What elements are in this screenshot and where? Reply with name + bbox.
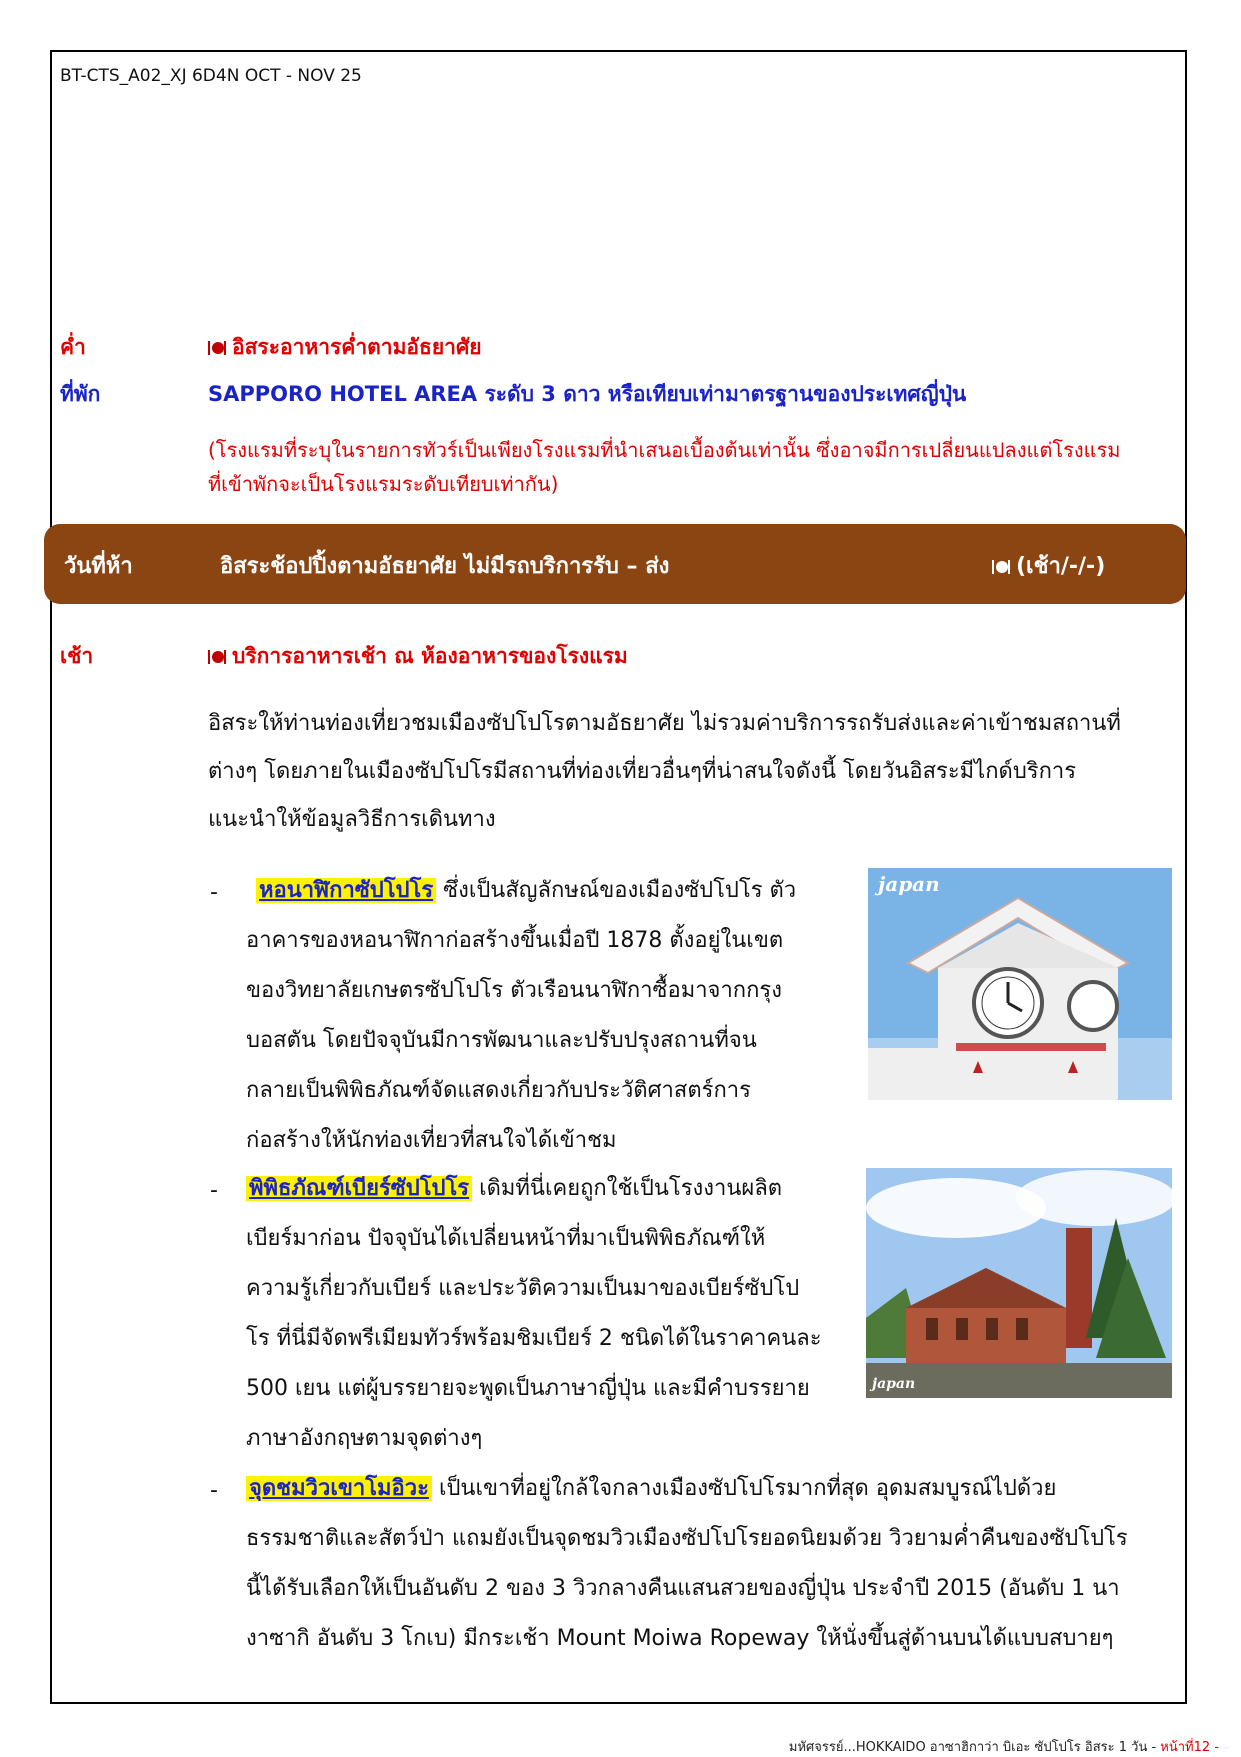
hotel-note bbox=[208, 433, 1183, 501]
day-title: อิสระช้อปปิ้งตามอัธยาศัย ไม่มีรถบริการรับ – ส่ง bbox=[220, 554, 670, 579]
attraction-line: ภาษาอังกฤษตามจุดต่างๆ bbox=[246, 1426, 483, 1451]
hotel-label: ที่พัก bbox=[60, 382, 101, 406]
attraction-line: ธรรมชาติและสัตว์ป่า แถมยังเป็นจุดชมวิวเมืองซัปโปโรยอดนิยมด้วย วิวยามค่ำคืนของซัปโปโร bbox=[246, 1526, 1128, 1551]
footer-text: มหัศจรรย์...HOKKAIDO อาซาฮิกาว่า บิเอะ ซัปโปโร อิสระ 1 วัน - bbox=[788, 1740, 1157, 1755]
attraction-line: เดิมที่นี่เคยถูกใช้เป็นโรงงานผลิต bbox=[479, 1176, 783, 1201]
bullet-dash: - bbox=[210, 1178, 218, 1203]
attraction-line: บอสตัน โดยปัจจุบันมีการพัฒนาและปรับปรุงสถานที่จน bbox=[246, 1028, 757, 1053]
attraction-line: นี้ได้รับเลือกให้เป็นอันดับ 2 ของ 3 วิวกลางคืนแสนสวยของญี่ปุ่น ประจำปี 2015 (อันดับ 1 นา bbox=[246, 1576, 1120, 1601]
attraction-line: งาซากิ อันดับ 3 โกเบ) มีกระเช้า Mount Moiwa Ropeway ให้นั่งขึ้นสู่ด้านบนได้แบบสบายๆ bbox=[246, 1626, 1114, 1651]
hotel-note-line: (โรงแรมที่ระบุในรายการทัวร์เป็นเพียงโรงแรมที่นำเสนอเบื้องต้นเท่านั้น ซึ่งอาจมีการเปลี่ยนแปลงแต่โรงแรม bbox=[208, 438, 1121, 462]
day-header-band bbox=[44, 524, 1186, 604]
bullet-dash: - bbox=[210, 1478, 218, 1503]
hotel-note-line: ที่เข้าพักจะเป็นโรงแรมระดับเทียบเท่ากัน) bbox=[208, 472, 559, 496]
attraction-line: ก่อสร้างให้นักท่องเที่ยวที่สนใจได้เข้าชม bbox=[246, 1128, 617, 1153]
attraction-line: ของวิทยาลัยเกษตรซัปโปโร ตัวเรือนนาฬิกาซื้อมาจากกรุง bbox=[246, 978, 782, 1003]
meal-icon bbox=[992, 560, 1010, 574]
attraction-name: หอนาฬิกาซัปโปโร bbox=[256, 878, 436, 903]
attraction-line: เบียร์มาก่อน ปัจจุบันได้เปลี่ยนหน้าที่มาเป็นพิพิธภัณฑ์ให้ bbox=[246, 1226, 766, 1251]
attraction-line: เป็นเขาที่อยู่ใกล้ใจกลางเมืองซัปโปโรมากที่สุด อุดมสมบูรณ์ไปด้วย bbox=[438, 1476, 1057, 1501]
intro-line: อิสระให้ท่านท่องเที่ยวชมเมืองซัปโปโรตามอัธยาศัย ไม่รวมค่าบริการรถรับส่งและค่าเข้าชมสถานที่ bbox=[208, 711, 1121, 736]
day-meals bbox=[992, 548, 1105, 583]
attraction-item bbox=[246, 1464, 1181, 1664]
dinner-text: อิสระอาหารค่ำตามอัธยาศัย bbox=[232, 335, 482, 359]
attraction-name: จุดชมวิวเขาโมอิวะ bbox=[246, 1476, 432, 1501]
attraction-line: ซึ่งเป็นสัญลักษณ์ของเมืองซัปโปโร ตัว bbox=[443, 878, 797, 903]
document-code: BT-CTS_A02_XJ 6D4N OCT - NOV 25 bbox=[60, 66, 362, 86]
breakfast-row bbox=[208, 640, 628, 673]
hotel-text: SAPPORO HOTEL AREA ระดับ 3 ดาว หรือเทียบเท่ามาตรฐานของประเทศญี่ปุ่น bbox=[208, 382, 967, 406]
attraction-item bbox=[256, 866, 852, 916]
breakfast-label: เช้า bbox=[60, 644, 94, 668]
intro-paragraph bbox=[208, 700, 1178, 844]
intro-line: ต่างๆ โดยภายในเมืองซัปโปโรมีสถานที่ท่องเที่ยวอื่นๆที่น่าสนใจดังนี้ โดยวันอิสระมีไกด์บริการ bbox=[208, 759, 1077, 784]
meal-icon bbox=[208, 341, 226, 355]
meal-icon bbox=[208, 650, 226, 664]
page-number: หน้าที่12 - bbox=[1160, 1740, 1219, 1755]
photo-watermark: japan bbox=[878, 872, 940, 896]
attraction-line: 500 เยน แต่ผู้บรรยายจะพูดเป็นภาษาญี่ปุ่น และมีคำบรรยาย bbox=[246, 1376, 810, 1401]
attraction-item bbox=[246, 1164, 856, 1464]
photo-watermark: japan bbox=[872, 1376, 916, 1392]
attraction-name: พิพิธภัณฑ์เบียร์ซัปโปโร bbox=[246, 1176, 472, 1201]
breakfast-text: บริการอาหารเช้า ณ ห้องอาหารของโรงแรม bbox=[232, 644, 628, 668]
dinner-row bbox=[208, 331, 482, 364]
beer-museum-photo bbox=[866, 1168, 1172, 1398]
day-meals-text: (เช้า/-/-) bbox=[1016, 554, 1106, 579]
attraction-line: โร ที่นี่มีจัดพรีเมียมทัวร์พร้อมชิมเบียร์ 2 ชนิดได้ในราคาคนละ bbox=[246, 1326, 822, 1351]
intro-line: แนะนำให้ข้อมูลวิธีการเดินทาง bbox=[208, 807, 496, 832]
dinner-label: ค่ำ bbox=[60, 335, 86, 359]
attraction-line: อาคารของหอนาฬิกาก่อสร้างขึ้นเมื่อปี 1878 ตั้งอยู่ในเขต bbox=[246, 928, 784, 953]
day-label: วันที่ห้า bbox=[64, 554, 133, 579]
bullet-dash: - bbox=[210, 880, 218, 905]
attraction-desc bbox=[246, 916, 846, 1166]
attraction-line: ความรู้เกี่ยวกับเบียร์ และประวัติความเป็นมาของเบียร์ซัปโป bbox=[246, 1276, 800, 1301]
clock-tower-photo bbox=[868, 868, 1172, 1100]
attraction-line: กลายเป็นพิพิธภัณฑ์จัดแสดงเกี่ยวกับประวัติศาสตร์การ bbox=[246, 1078, 751, 1103]
